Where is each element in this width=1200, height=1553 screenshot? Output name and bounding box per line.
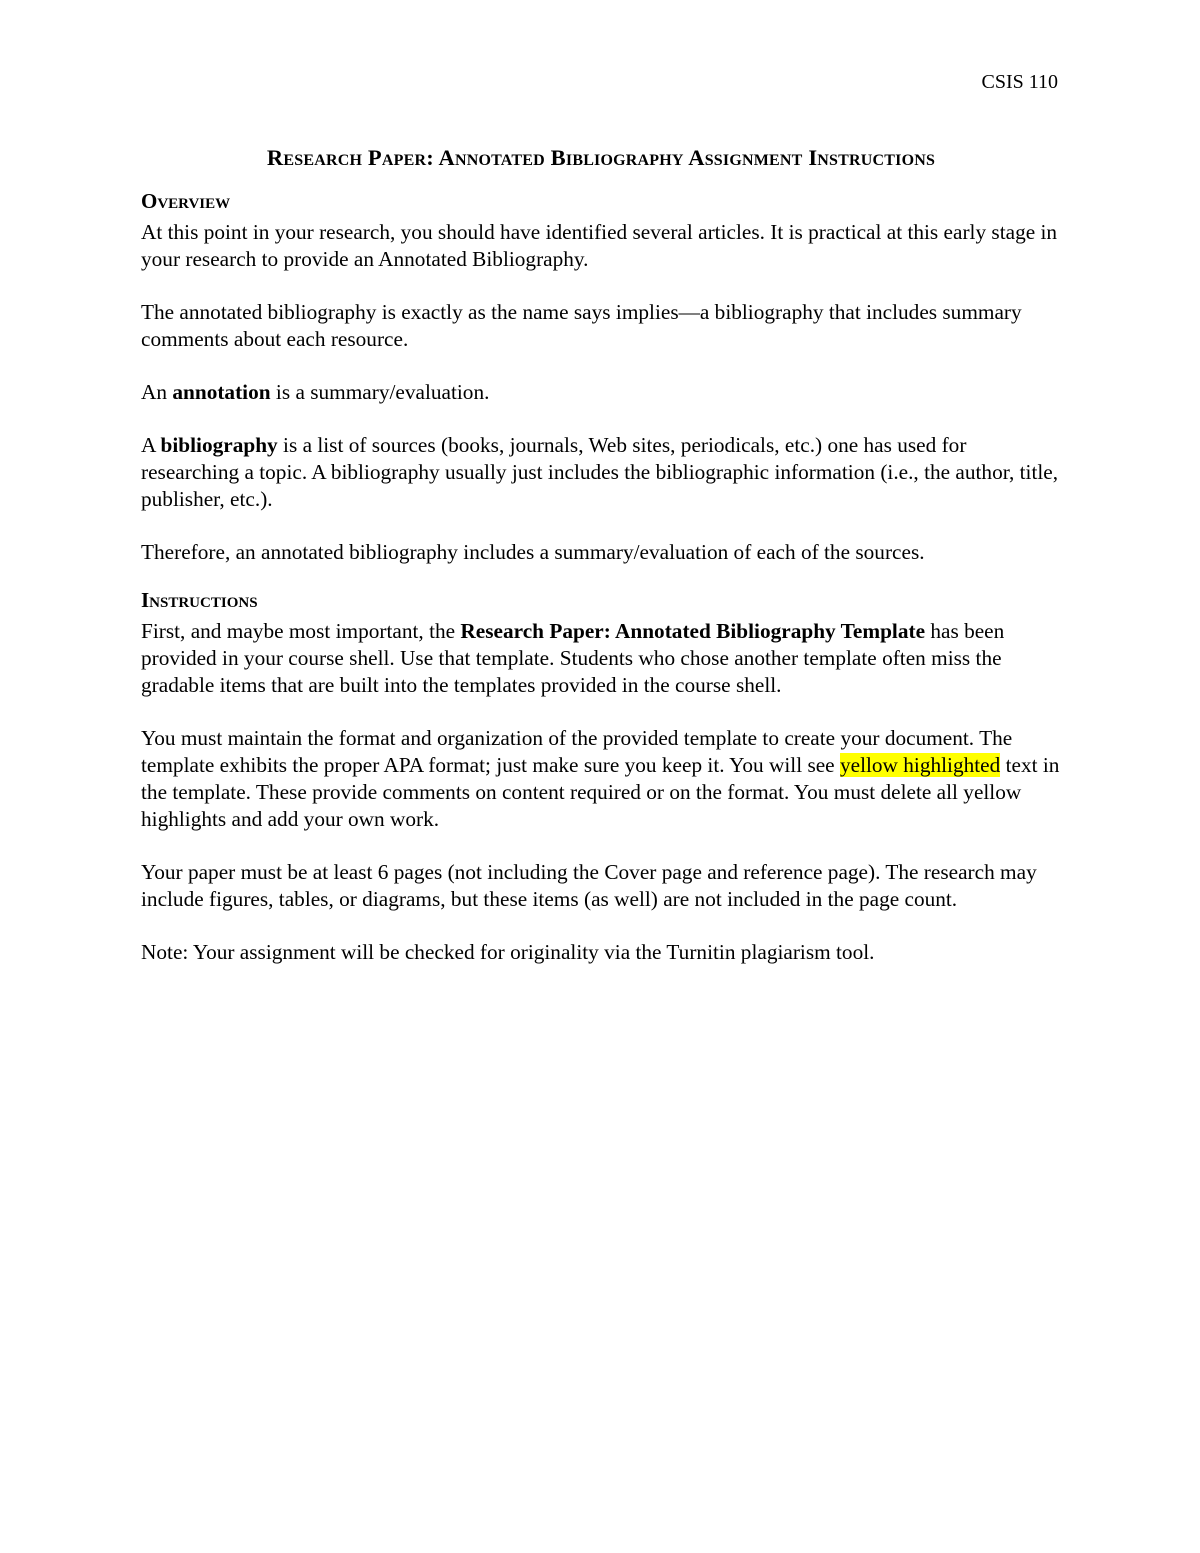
overview-paragraph-annotation: [141, 379, 1061, 406]
overview-paragraph-1: At this point in your research, you should have identified several articles. It is practical at this early stage in your research to provide an Annotated Bibliography.: [141, 220, 1058, 271]
instructions-paragraph-note: Note: Your assignment will be checked for originality via the Turnitin plagiarism tool.: [141, 940, 875, 964]
bibliography-term: bibliography: [160, 433, 278, 457]
template-name: Research Paper: Annotated Bibliography Template: [460, 619, 926, 643]
instructions-p2-pre: You must maintain the format and organization of the provided template to create your document. The template exhibits the proper APA format; just make sure you keep it. You will see: [141, 726, 1013, 777]
instructions-heading: Instructions: [141, 588, 258, 612]
overview-heading: Overview: [141, 189, 231, 213]
document-title: Research Paper: Annotated Bibliography Assignment Instructions: [266, 145, 936, 170]
instructions-paragraph-2: [141, 725, 1061, 833]
instructions-p1-post: has been provided in your course shell. Use that template. Students who chose another template often miss the gradable items that are built into the templates provided in the course shell.: [141, 619, 1005, 697]
annotation-pre: An: [141, 380, 173, 404]
instructions-paragraph-3: Your paper must be at least 6 pages (not including the Cover page and reference page). The research may include figures, tables, or diagrams, but these items (as well) are not included in the page count.: [141, 860, 1037, 911]
running-header: CSIS 110: [981, 71, 1058, 93]
instructions-p1-pre: First, and maybe most important, the: [141, 619, 461, 643]
annotation-definition: is a summary/evaluation.: [270, 380, 490, 404]
instructions-paragraph-1: [141, 618, 1061, 699]
overview-paragraph-2: The annotated bibliography is exactly as the name says implies—a bibliography that includes summary comments about each resource.: [141, 300, 1022, 351]
bibliography-definition: is a list of sources (books, journals, Web sites, periodicals, etc.) one has used for researching a topic. A bibliography usually just includes the bibliographic information (i.e., the author, title, publisher, etc.).: [141, 433, 1059, 511]
overview-paragraph-bibliography: [141, 432, 1061, 513]
bibliography-pre: A: [141, 433, 161, 457]
overview-paragraph-5: Therefore, an annotated bibliography includes a summary/evaluation of each of the sources.: [141, 540, 925, 564]
instructions-p2-post: text in the template. These provide comments on content required or on the format. You must delete all yellow highlights and add your own work.: [141, 753, 1060, 831]
yellow-highlighted-text: yellow highlighted: [839, 753, 1001, 777]
annotation-term: annotation: [172, 380, 271, 404]
document-body: [141, 143, 1061, 992]
